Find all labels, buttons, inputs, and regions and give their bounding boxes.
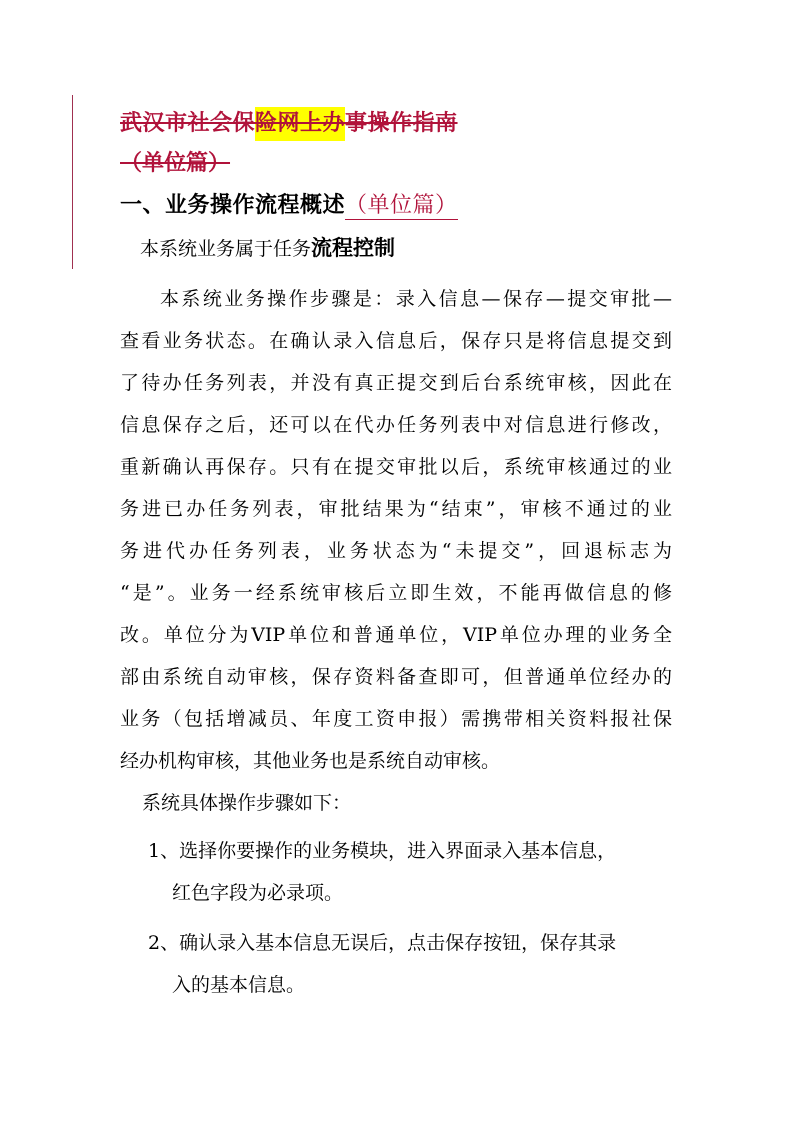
highlighted-text: 险网上办 xyxy=(255,107,345,141)
paragraph-line: 信息保存之后，还可以在代办任务列表中对信息进行修改， xyxy=(120,414,672,436)
paragraph-line: 改。单位分为VIP单位和普通单位，VIP单位办理的业务全 xyxy=(120,624,672,646)
intro-line: 本系统业务属于任务流程控制 xyxy=(140,235,396,260)
paragraph-line: “是”。业务一经系统审核后立即生效，不能再做信息的修 xyxy=(120,582,672,604)
paragraph-line: 务进代办任务列表，业务状态为“未提交”，回退标志为 xyxy=(120,540,672,562)
paragraph-line: 部由系统自动审核，保存资料备查即可，但普通单位经办的 xyxy=(120,666,672,688)
step-item-2: 2、确认录入基本信息无误后，点击保存按钮，保存其录 xyxy=(148,932,617,954)
intro-bold-text: 流程控制 xyxy=(311,235,396,260)
paragraph-line: 了待办任务列表，并没有真正提交到后台系统审核，因此在 xyxy=(120,372,672,394)
paragraph-line: 务进已办任务列表，审批结果为“结束”，审核不通过的业 xyxy=(120,498,672,520)
document-subtitle: （单位篇） xyxy=(120,150,231,176)
paragraph-line: 业务（包括增减员、年度工资申报）需携带相关资料报社保 xyxy=(120,708,672,730)
paragraph-line: 本系统业务操作步骤是：录入信息—保存—提交审批— xyxy=(160,288,672,310)
paragraph-line: 重新确认再保存。只有在提交审批以后，系统审核通过的业 xyxy=(120,456,672,478)
document-title: 武汉市社会保险网上办事操作指南 xyxy=(120,106,458,137)
inserted-heading-suffix: （单位篇） xyxy=(345,193,458,218)
paragraph-line: 查看业务状态。在确认录入信息后，保存只是将信息提交到 xyxy=(120,330,672,352)
section-heading: 一、业务操作流程概述（单位篇） xyxy=(120,192,458,218)
steps-intro: 系统具体操作步骤如下： xyxy=(142,792,352,814)
revision-margin-bar xyxy=(72,95,73,269)
step-item-2-continued: 入的基本信息。 xyxy=(172,974,306,996)
paragraph-line: 经办机构审核，其他业务也是系统自动审核。 xyxy=(120,750,501,772)
body-paragraph xyxy=(120,278,672,782)
step-item-1-continued: 红色字段为必录项。 xyxy=(172,882,344,904)
step-item-1: 1、选择你要操作的业务模块，进入界面录入基本信息， xyxy=(148,840,617,862)
